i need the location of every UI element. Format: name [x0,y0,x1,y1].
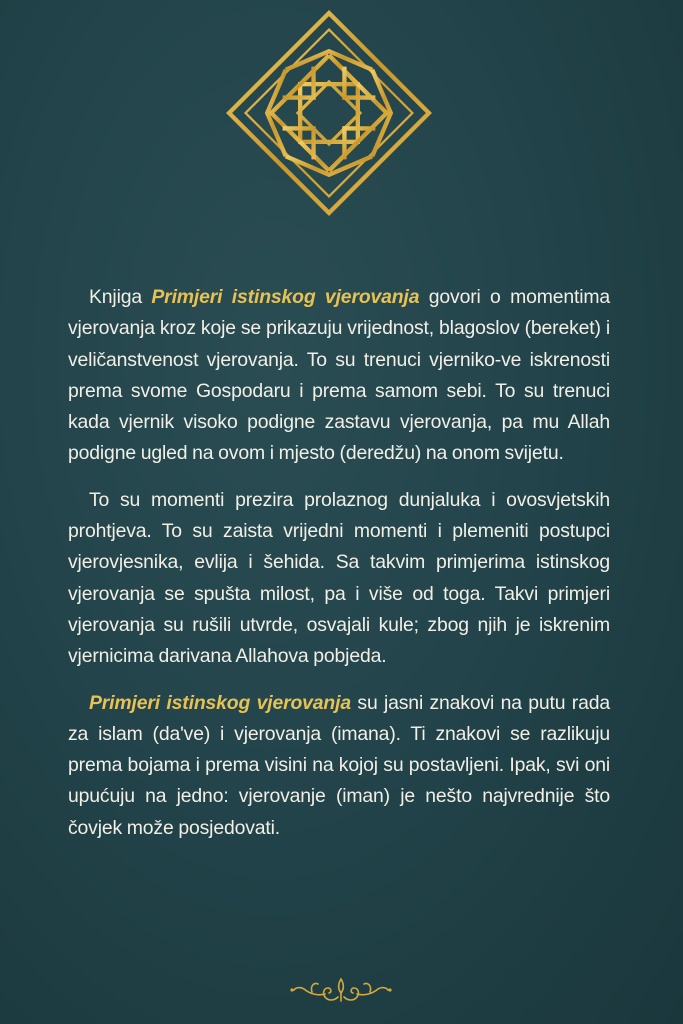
book-title-highlight: Primjeri istinskog vjerovanja [151,286,420,308]
paragraph-3: Primjeri istinskog vjerovanja su jasni znakovi na putu rada za islam (da've) i vjerovanja (imana). Ti znakovi se razlikuju prema bojama i prema visini na kojoj su postavljeni. Ipak, svi oni upućuju na jedno: vjerovanje (iman) je nešto najvrednije što čovjek može posjedovati. [68,691,610,839]
scroll-ornament-icon [188,975,494,1005]
paragraph-2: To su momenti prezira prolaznog dunjaluka i ovosvjetskih prohtjeva. To su zaista vrijedni momenti i plemeniti postupci vjerovjesnika, evlija i šehida. Sa takvim primjerima istinskog vjerovanja se spušta milost, pa i više od toga. Takvi primjeri vjerovanja su rušili utvrde, osvajali kule; zbog njih je iskrenim vjernicima darivana Allahova pobjeda. [68,488,610,668]
paragraph-1: Knjiga Primjeri istinskog vjerovanja govori o momentima vjerovanja kroz koje se prikazuju vrijednost, blagoslov (bereket) i veličanstvenost vjerovanja. To su trenuci vjerniko-ve iskrenosti prema svome Gospodaru i prema samom sebi. To su trenuci kada vjernik visoko podigne zastavu vjerovanja, pa mu Allah podigne ugled na ovom i mjesto (deredžu) na onom svijetu. [68,286,611,465]
geometric-knot-icon [226,10,432,216]
description-text [68,282,610,844]
book-title-highlight: Primjeri istinskog vjerovanja [89,691,351,714]
